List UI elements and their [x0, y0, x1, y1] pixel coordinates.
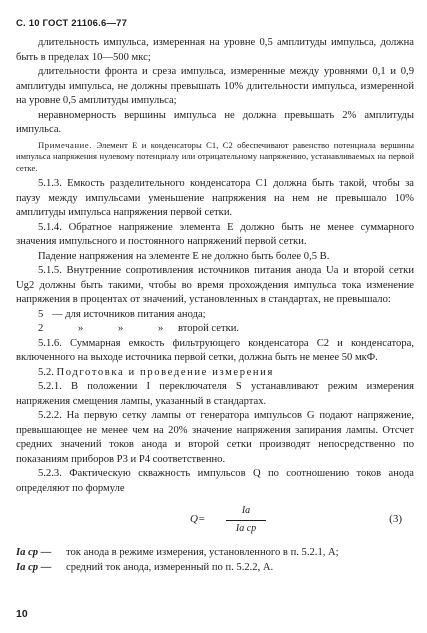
formula-numerator: Iа [226, 504, 266, 521]
page-header: С. 10 ГОСТ 21106.6—77 [16, 18, 128, 29]
formula-fraction [226, 504, 266, 536]
paragraph-5-1-3: 5.1.3. Емкость разделительного конденсатора C1 должна быть такой, чтобы за паузу между импульсами уменьшение напряжения на нем не превышало 10% амплитуды импульса напряжения первой сетки. [16, 178, 414, 218]
page-number: 10 [16, 608, 28, 620]
formula-lhs: Q= [190, 513, 206, 525]
paragraph-5-1-4: 5.1.4. Обратное напряжение элемента E должно быть не менее суммарного значения импульсного и постоянного напряжений первой сетки. [16, 221, 414, 247]
definitions [16, 546, 414, 575]
definition-item: Iа ср — средний ток анода, измеренный по п. 5.2.2, А. [16, 561, 274, 573]
formula-number: (3) [389, 513, 402, 525]
paragraph-5-1-5: 5.1.5. Внутренние сопротивления источников питания анода Ua и второй сетки Ug2 должны быть такими, чтобы во время прохождения импульса тока изменение напряжения в процентах от значений, установленных в стандартах, не превышало: [16, 265, 414, 305]
list-item-anode: 5 — для источников питания анода; [38, 308, 206, 320]
note-text: Элемент E и конденсаторы C1, C2 обеспечивают равенство потенциала вершины импульса напряжения нулевому потенциалу или отрицательному напряжению, устанавливаемых на первой сетке. [16, 139, 414, 173]
note [16, 140, 414, 175]
paragraph-5-1-4-drop: Падение напряжения на элементе E не должно быть более 0,5 В. [38, 250, 330, 262]
paragraph-5-2-2: 5.2.2. На первую сетку лампы от генератора импульсов G подают напряжение, превышающее не менее чем на 20% значение напряжения запирания лампы. Отсчет средних значений токов анода и второй сетки производят непосредственно по показаниям приборов P3 и P4 соответственно. [16, 410, 414, 465]
paragraph-5-2-3: 5.2.3. Фактическую скважность импульсов Q по соотношению токов анода определяют по формуле [16, 468, 414, 494]
formula-denominator: Iа ср [235, 522, 257, 534]
section-heading-5-2: 5.2. Подготовка и проведение измерения [38, 366, 274, 378]
paragraph-5-2-1: 5.2.1. В положении I переключателя S устанавливают режим измерения напряжения смещения лампы, указанный в стандартах. [16, 381, 414, 407]
list-item-second-grid: 2 » » » второй сетки. [38, 323, 240, 334]
document-body [16, 36, 414, 575]
note-label: Примечание. [38, 139, 93, 150]
paragraph-5-1-6: 5.1.6. Суммарная емкость фильтрующего конденсатора C2 и конденсатора, включенного на выходе источника первой сетки, должна быть не менее 50 мкФ. [16, 337, 414, 363]
definition-item: Iа ср — ток анода в режиме измерения, установленного в п. 5.2.1, А; [16, 547, 339, 558]
paragraph-pulse-duration: длительность импульса, измеренная на уровне 0,5 амплитуды импульса, должна быть в пределах 10—500 мкс; [16, 37, 414, 63]
paragraph-flatness: неравномерность вершины импульса не должна превышать 2% амплитуды импульса. [16, 109, 414, 135]
paragraph-front-duration: длительности фронта и среза импульса, измеренные между уровнями 0,1 и 0,9 амплитуды импульса, не должны превышать 10% длительности импульса, измеренной на уровне 0,5 амплитуды импульса; [16, 66, 414, 106]
formula-3 [16, 500, 414, 540]
